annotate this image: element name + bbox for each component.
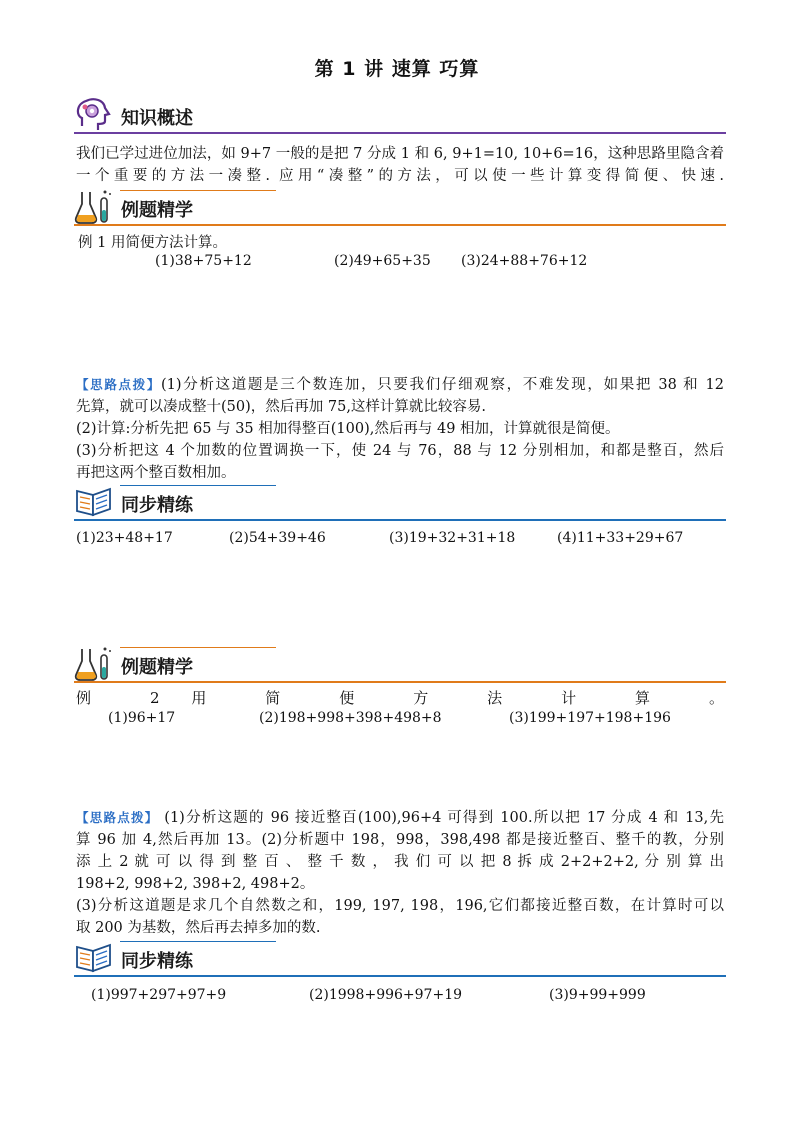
open-book-icon xyxy=(74,939,114,975)
divider xyxy=(74,132,726,134)
example1-problem: (2)49+65+35 xyxy=(334,253,431,269)
text-line: (1)分析这道题是三个数连加，只要我们仔细观察，不难发现，如果把 38 和 12 xyxy=(161,377,724,393)
divider xyxy=(120,941,276,942)
brain-gear-icon xyxy=(74,96,114,132)
lab-flask-icon xyxy=(74,188,114,224)
example2-problem: (1)96+17 xyxy=(108,710,176,726)
overview-heading: 知识概述 xyxy=(121,108,193,129)
practice1-problem: (2)54+39+46 xyxy=(229,530,326,546)
lab-flask-icon xyxy=(74,645,114,681)
text-line: (2)计算:分析先把 65 与 35 相加得整百(100),然后再与 49 相加，计算就很是简便。 xyxy=(76,421,620,437)
hint1-text xyxy=(76,374,724,484)
divider xyxy=(120,647,276,648)
divider xyxy=(74,519,726,521)
practice1-heading: 同步精练 xyxy=(121,495,193,516)
example2-problem: (3)199+197+198+196 xyxy=(509,710,671,726)
divider xyxy=(120,485,276,486)
hint-tag: 【思路点拨】 xyxy=(76,810,159,825)
practice1-section-header xyxy=(74,481,726,521)
practice1-problem: (1)23+48+17 xyxy=(76,530,173,546)
divider xyxy=(74,975,726,977)
example2-heading: 例题精学 xyxy=(121,657,193,678)
practice2-section-header xyxy=(74,937,726,977)
page-title: 第 1 讲 速算 巧算 xyxy=(314,58,480,80)
text-line: 198+2, 998+2, 398+2, 498+2。 xyxy=(76,876,315,892)
open-book-icon xyxy=(74,483,114,519)
text-line: 再把这两个整百数相加。 xyxy=(76,465,236,481)
text-line: 一个重要的方法一凑整. 应用“凑整”的方法，可以使一些计算变得简便、快速. xyxy=(76,168,724,184)
practice2-problem: (3)9+99+999 xyxy=(549,987,646,1003)
divider xyxy=(74,224,726,226)
overview-text xyxy=(76,143,724,187)
text-line: (1)分析这题的 96 接近整百(100),96+4 可得到 100.所以把 17 分成 4 和 13,先 xyxy=(158,810,724,826)
example1-problem: (1)38+75+12 xyxy=(155,253,252,269)
example1-problem: (3)24+88+76+12 xyxy=(461,253,588,269)
divider xyxy=(120,190,276,191)
example1-heading: 例题精学 xyxy=(121,200,193,221)
text-line: (3)分析把这 4 个加数的位置调换一下，使 24 与 76，88 与 12 分别相加，和都是整百，然后 xyxy=(76,443,724,459)
example1-section-header xyxy=(74,186,726,226)
practice2-heading: 同步精练 xyxy=(121,951,193,972)
text-line: (3)分析这道题是求几个自然数之和，199, 197, 198，196,它们都接近整百数，在计算时可以 xyxy=(76,898,724,914)
practice2-problem: (2)1998+996+97+19 xyxy=(309,987,463,1003)
practice1-problem: (4)11+33+29+67 xyxy=(557,530,684,546)
text-line: 添 上 2 就 可 以 得 到 整 百 、 整 千 数 ， 我 们 可 以 把 8 拆 成 2+2+2+2, 分 别 算 出 xyxy=(76,854,724,870)
example2-prompt: 例 2 用 简 便 方 法 计 算 。 xyxy=(76,689,724,707)
text-line: 我们已学过进位加法，如 9+7 一般的是把 7 分成 1 和 6, 9+1=10, 10+6=16，这种思路里隐含着 xyxy=(76,146,724,162)
divider xyxy=(74,681,726,683)
text-line: 先算，就可以凑成整十(50)，然后再加 75,这样计算就比较容易. xyxy=(76,399,487,415)
overview-section-header xyxy=(74,94,726,134)
practice2-problem: (1)997+297+97+9 xyxy=(91,987,227,1003)
practice1-problem: (3)19+32+31+18 xyxy=(389,530,516,546)
example2-problem: (2)198+998+398+498+8 xyxy=(259,710,442,726)
hint2-text xyxy=(76,807,724,939)
text-line: 取 200 为基数，然后再去掉多加的数. xyxy=(76,920,321,936)
example1-prompt: 例 1 用简便方法计算。 xyxy=(78,235,227,251)
hint-tag: 【思路点拨】 xyxy=(76,377,162,392)
example2-section-header xyxy=(74,643,726,683)
text-line: 算 96 加 4,然后再加 13。(2)分析题中 198，998，398,498 都是接近整百、整千的教，分别 xyxy=(76,832,724,848)
